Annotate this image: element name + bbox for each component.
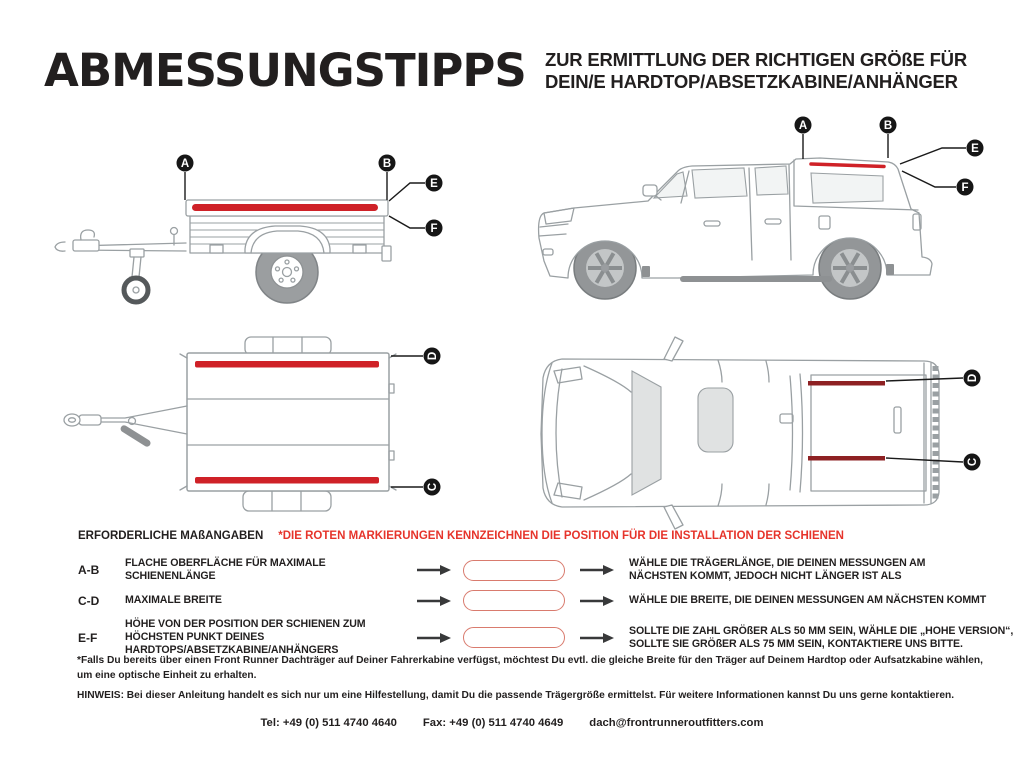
footer-fax: Fax: +49 (0) 511 4740 4649	[422, 717, 564, 729]
trailer-side-view-diagram	[35, 125, 465, 325]
svg-text:A: A	[798, 120, 808, 133]
footer-email: dach@frontrunneroutfitters.com	[589, 717, 764, 729]
arrow-right-icon	[416, 632, 452, 644]
marker-f	[389, 216, 443, 237]
trailer-fender	[245, 226, 330, 253]
running-board	[680, 276, 832, 282]
truck-rear-wheel	[819, 237, 881, 299]
handbrake-lever	[119, 424, 152, 448]
page-title: ABMESSUNGSTIPPS	[44, 44, 526, 97]
measurement-section	[0, 530, 1024, 664]
trailer-fender-bottom	[243, 491, 331, 511]
jockey-wheel	[124, 278, 148, 302]
truck-side-view-diagram	[528, 108, 1013, 323]
measurement-input-cd[interactable]	[463, 590, 565, 611]
measurement-description: FLACHE OBERFLÄCHE FÜR MAXIMALE SCHIENENLÄNGE	[125, 557, 326, 582]
marker-b	[379, 155, 396, 201]
truck-top-view-diagram	[528, 330, 1013, 535]
trailer-bed	[186, 200, 391, 261]
rail-position-marking	[192, 204, 378, 211]
mirror-left	[664, 337, 683, 361]
measurement-key: A-B	[78, 563, 100, 577]
svg-text:B: B	[883, 120, 893, 133]
arrow-right-icon	[416, 595, 452, 607]
svg-text:E: E	[430, 178, 438, 191]
measurement-description: MAXIMALE BREITE	[125, 594, 222, 606]
measurement-row-ab	[78, 557, 1024, 583]
marker-a	[177, 155, 194, 201]
svg-text:E: E	[971, 143, 979, 156]
arrow-right-icon	[416, 564, 452, 576]
rail-position-marking	[195, 477, 379, 484]
svg-text:B: B	[382, 158, 392, 171]
trailer-body-top	[187, 353, 389, 491]
arrow-right-icon	[579, 595, 615, 607]
measurement-explanation: WÄHLE DIE TRÄGERLÄNGE, DIE DEINEN MESSUNGEN AM NÄCHSTEN KOMMT, JEDOCH NICHT LÄNGER IST ALS	[629, 557, 926, 582]
required-measurements-heading: ERFORDERLICHE MAßANGABEN	[78, 530, 264, 542]
trailer-drawbar-top	[64, 406, 187, 448]
windshield	[654, 172, 687, 198]
arrow-right-icon	[579, 632, 615, 644]
svg-text:C: C	[427, 482, 440, 492]
hinweis-note: HINWEIS: Bei dieser Anleitung handelt es sich nur um eine Hilfestellung, damit Du die passende Trägergröße ermittelst. Für weitere Informationen kannst Du uns gerne kontaktieren.	[77, 690, 955, 701]
measurement-row-ef	[78, 618, 1024, 657]
red-markings-note: *DIE ROTEN MARKIERUNGEN KENNZEICHNEN DIE POSITION FÜR DIE INSTALLATION DER SCHIENEN	[278, 530, 844, 542]
sunroof	[698, 388, 733, 452]
rail-position-marking	[808, 456, 885, 461]
windshield-top	[632, 371, 661, 495]
trailer-top-view-diagram	[35, 328, 465, 528]
svg-text:D: D	[967, 373, 980, 383]
measurement-input-ef[interactable]	[463, 627, 565, 648]
measurement-explanation: SOLLTE DIE ZAHL GRÖßER ALS 50 MM SEIN, WÄHLE DIE „HOHE VERSION“, SOLLTE SIE GRÖßER ALS 75 MM SEIN, KONTAKTIERE UNS BITTE.	[629, 624, 1014, 650]
marker-e	[389, 175, 443, 202]
marker-c	[391, 479, 441, 496]
measurement-key: E-F	[78, 630, 98, 645]
measurement-explanation: WÄHLE DIE BREITE, DIE DEINEN MESSUNGEN AM NÄCHSTEN KOMMT	[629, 594, 987, 606]
side-mirror	[643, 185, 657, 196]
arrow-right-icon	[579, 564, 615, 576]
marker-a	[795, 117, 812, 160]
measurement-description: HÖHE VON DER POSITION DER SCHIENEN ZUM HÖCHSTEN PUNKT DEINES HARDTOPS/ABSETZKABINE/ANHÄNGERS	[125, 618, 366, 656]
footer-tel: Tel: +49 (0) 511 4740 4640	[260, 717, 397, 729]
marker-d	[391, 348, 441, 365]
page-subtitle	[545, 49, 967, 93]
footer-contact	[0, 717, 1024, 729]
subtitle-line-2: DEIN/E HARDTOP/ABSETZKABINE/ANHÄNGER	[545, 71, 958, 92]
rail-position-marking	[195, 361, 379, 368]
svg-text:F: F	[430, 223, 438, 236]
measurement-input-ab[interactable]	[463, 560, 565, 581]
marker-b	[880, 117, 897, 159]
svg-text:D: D	[427, 351, 440, 361]
subtitle-line-1: ZUR ERMITTLUNG DER RICHTIGEN GRÖßE FÜR	[545, 49, 967, 70]
measurement-key: C-D	[78, 593, 100, 608]
mirror-right	[664, 505, 683, 529]
asterisk-footnote: *Falls Du bereits über einen Front Runner Dachträger auf Deiner Fahrerkabine verfügst, möchtest Du evtl. die gleiche Breite für den Träger auf Deinem Hardtop oder Aufsatzkabine wählen, um eine optische Einheit zu erhalten.	[77, 655, 983, 681]
measurement-row-cd	[78, 590, 1024, 611]
marker-f	[902, 171, 974, 196]
rail-position-marking	[808, 381, 885, 386]
rail-position-marking	[811, 164, 884, 167]
svg-text:C: C	[967, 457, 980, 467]
canopy-window	[811, 173, 883, 203]
svg-text:F: F	[961, 182, 969, 195]
marker-e	[900, 140, 984, 165]
svg-text:A: A	[180, 158, 190, 171]
